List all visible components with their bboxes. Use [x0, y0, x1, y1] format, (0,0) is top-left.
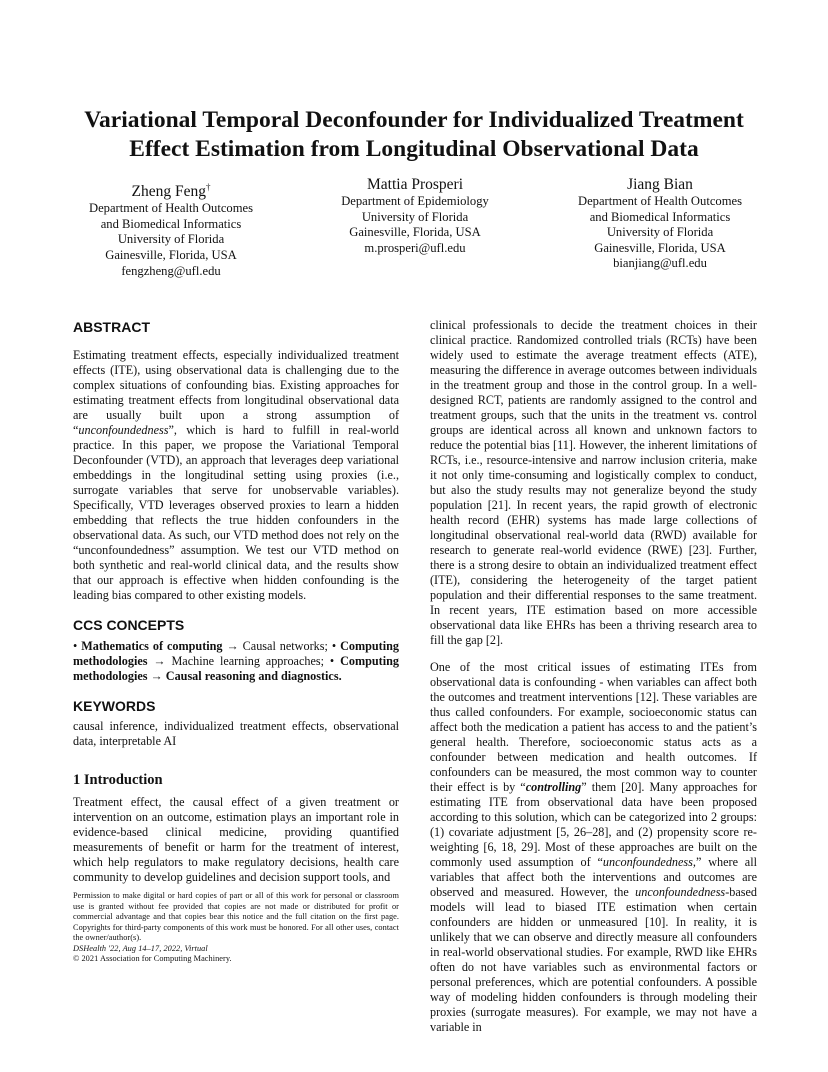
author-affiliation: and Biomedical Informatics [589, 209, 731, 224]
paper-title [40, 106, 788, 164]
author-email: bianjiang@ufl.edu [613, 256, 707, 271]
author-email: fengzheng@ufl.edu [121, 263, 221, 278]
author-affiliation: Department of Health Outcomes [577, 194, 742, 208]
author-email: m.prosperi@ufl.edu [364, 240, 466, 255]
permission-text: Permission to make digital or hard copies of part or all of this work for personal or classroom use is granted without fee provided that copies are not made or distributed for profit or commercial advantage and that copies bear this notice and the full citation on the first page. Copyrights for third-party components of this work must be honored. For all other uses, contact the owner/author(s). [73, 891, 399, 942]
ccs-concepts-text: • Mathematics of computing → Causal networks; • Computing methodologies → Machine learning approaches; • Computing methodologies → Causal reasoning and diagnostics. [73, 639, 399, 683]
author-affiliation: and Biomedical Informatics [100, 216, 242, 231]
author-affiliation: Department of Epidemiology [341, 194, 489, 208]
ccs-heading: CCS CONCEPTS [73, 617, 185, 633]
author-affiliation: Department of Health Outcomes [88, 201, 253, 216]
title-line-1: Variational Temporal Deconfounder for Individualized Treatment [84, 107, 744, 133]
confounding-paragraph: One of the most critical issues of estimating ITEs from observational data is confounding - when variables can affect both the outcomes and treatment interventions [12]. These variables are thus called confounders. For example, socioeconomic status can affect both the medication a patient has access to and the patient’s general health. Therefore, socioeconomic status acts as a confounder between medication and health outcomes. If confounders can be measured, the most common way to counter their effect is by “controlling” them [20]. Many approaches for estimating ITE from observational data have been proposed according to this solution, which can be categorized into 2 groups: (1) covariate adjustment [5, 26–28], and (2) propensity score re-weighting [6, 18, 29]. Most of these approaches are built on the commonly used assumption of “unconfoundedness,” where all variables that affect both the interventions and outcomes are observed and measured. However, the unconfoundedness-based models will lead to biased ITE estimation when certain confounders are hidden or unmeasured [10]. In reality, it is unlikely that we can observe and directly measure all confounders in real-world observational studies. For example, RWD like EHRs often do not have variables such as environmental factors or personal preferences, which are potential confounders. A possible way of modeling hidden confounders is through modeling their proxies (surrogate measures). For example, we may not have a variable in [430, 660, 757, 1034]
author-name: Mattia Prosperi [367, 176, 463, 193]
copyright-line: © 2021 Association for Computing Machinery. [73, 954, 232, 963]
author-location: Gainesville, Florida, USA [349, 225, 481, 240]
intro-heading: 1 Introduction [73, 772, 163, 788]
author-block-3 [550, 175, 770, 272]
author-block-2 [310, 175, 520, 256]
author-location: Gainesville, Florida, USA [105, 247, 237, 262]
intro-paragraph-continued: clinical professionals to decide the treatment choices in their clinical practice. Randomized controlled trials (RCTs) have been widely used to estimate the average treatment effects (ATE), measuring the difference in average outcomes between individuals in the treatment group and those in the control group. In a well-designed RCT, patients are randomly assigned to the control and treatment groups, such that the units in the treatment vs. control groups are identical across all known and unknown factors to reduce the potential bias [11]. However, the inherent limitations of RCTs, i.e., resource-intensive and narrow inclusion criteria, make it not only time-consuming and logistically complex to conduct, but also the study results may not generalize beyond the study population [21]. In recent years, the rapid growth of electronic health record (EHR) systems has made large collections of longitudinal observational real-world data (RWD) available for research to generate real-world evidence (RWE) [23]. Further, there is a strong desire to obtain an individualized treatment effect (ITE), considering the heterogeneity of the target patient population and their differential responses to the same treatment. In recent years, ITE estimation based on more accessible observational data like EHRs has been a thriving research area to fill the gap [2]. [430, 318, 757, 647]
author-block-1 [62, 178, 280, 279]
keywords-heading: KEYWORDS [73, 698, 156, 714]
title-line-2: Effect Estimation from Longitudinal Observational Data [129, 136, 699, 162]
permission-footnote [73, 891, 399, 965]
intro-paragraph: Treatment effect, the causal effect of a given treatment or intervention on an outcome, estimation plays an important role in evidence-based clinical medicine, providing quantified measurements of benefit or harm for the treatment of interest, which help regulators to make regulatory decisions, health care community to develop guidelines and decision support tools, and [73, 795, 399, 884]
abstract-text: Estimating treatment effects, especially individualized treatment effects (ITE), using observational data is challenging due to the complex situations of confounding bias. Existing approaches for estimating treatment effects from longitudinal observational data are usually built upon a strong assumption of “unconfoundedness”, which is hard to fulfill in real-world practice. In this paper, we propose the Variational Temporal Deconfounder (VTD), an approach that leverages deep variational embeddings in the longitudinal setting using proxies (i.e., surrogate variables that serve for unobservable variables). Specifically, VTD leverages observed proxies to learn a hidden embedding that reflects the true hidden confounders in the observational data. As such, our VTD method does not rely on the “unconfoundedness” assumption. We test our VTD method on both synthetic and real-world clinical data, and the results show that our approach is effective when hidden confounding is the leading bias compared to other existing models. [73, 348, 399, 602]
author-affiliation: University of Florida [117, 232, 225, 247]
keywords-text: causal inference, individualized treatment effects, observational data, interpretable AI [73, 719, 399, 748]
author-name: Zheng Feng† [131, 182, 211, 201]
venue-line: DSHealth '22, Aug 14–17, 2022, Virtual [73, 943, 208, 953]
abstract-heading: ABSTRACT [73, 319, 150, 335]
right-column [430, 318, 757, 1035]
author-location: Gainesville, Florida, USA [594, 240, 726, 255]
author-name: Jiang Bian [627, 176, 693, 193]
author-affiliation: University of Florida [606, 225, 714, 240]
author-affiliation: University of Florida [361, 209, 469, 224]
left-column [73, 318, 399, 965]
